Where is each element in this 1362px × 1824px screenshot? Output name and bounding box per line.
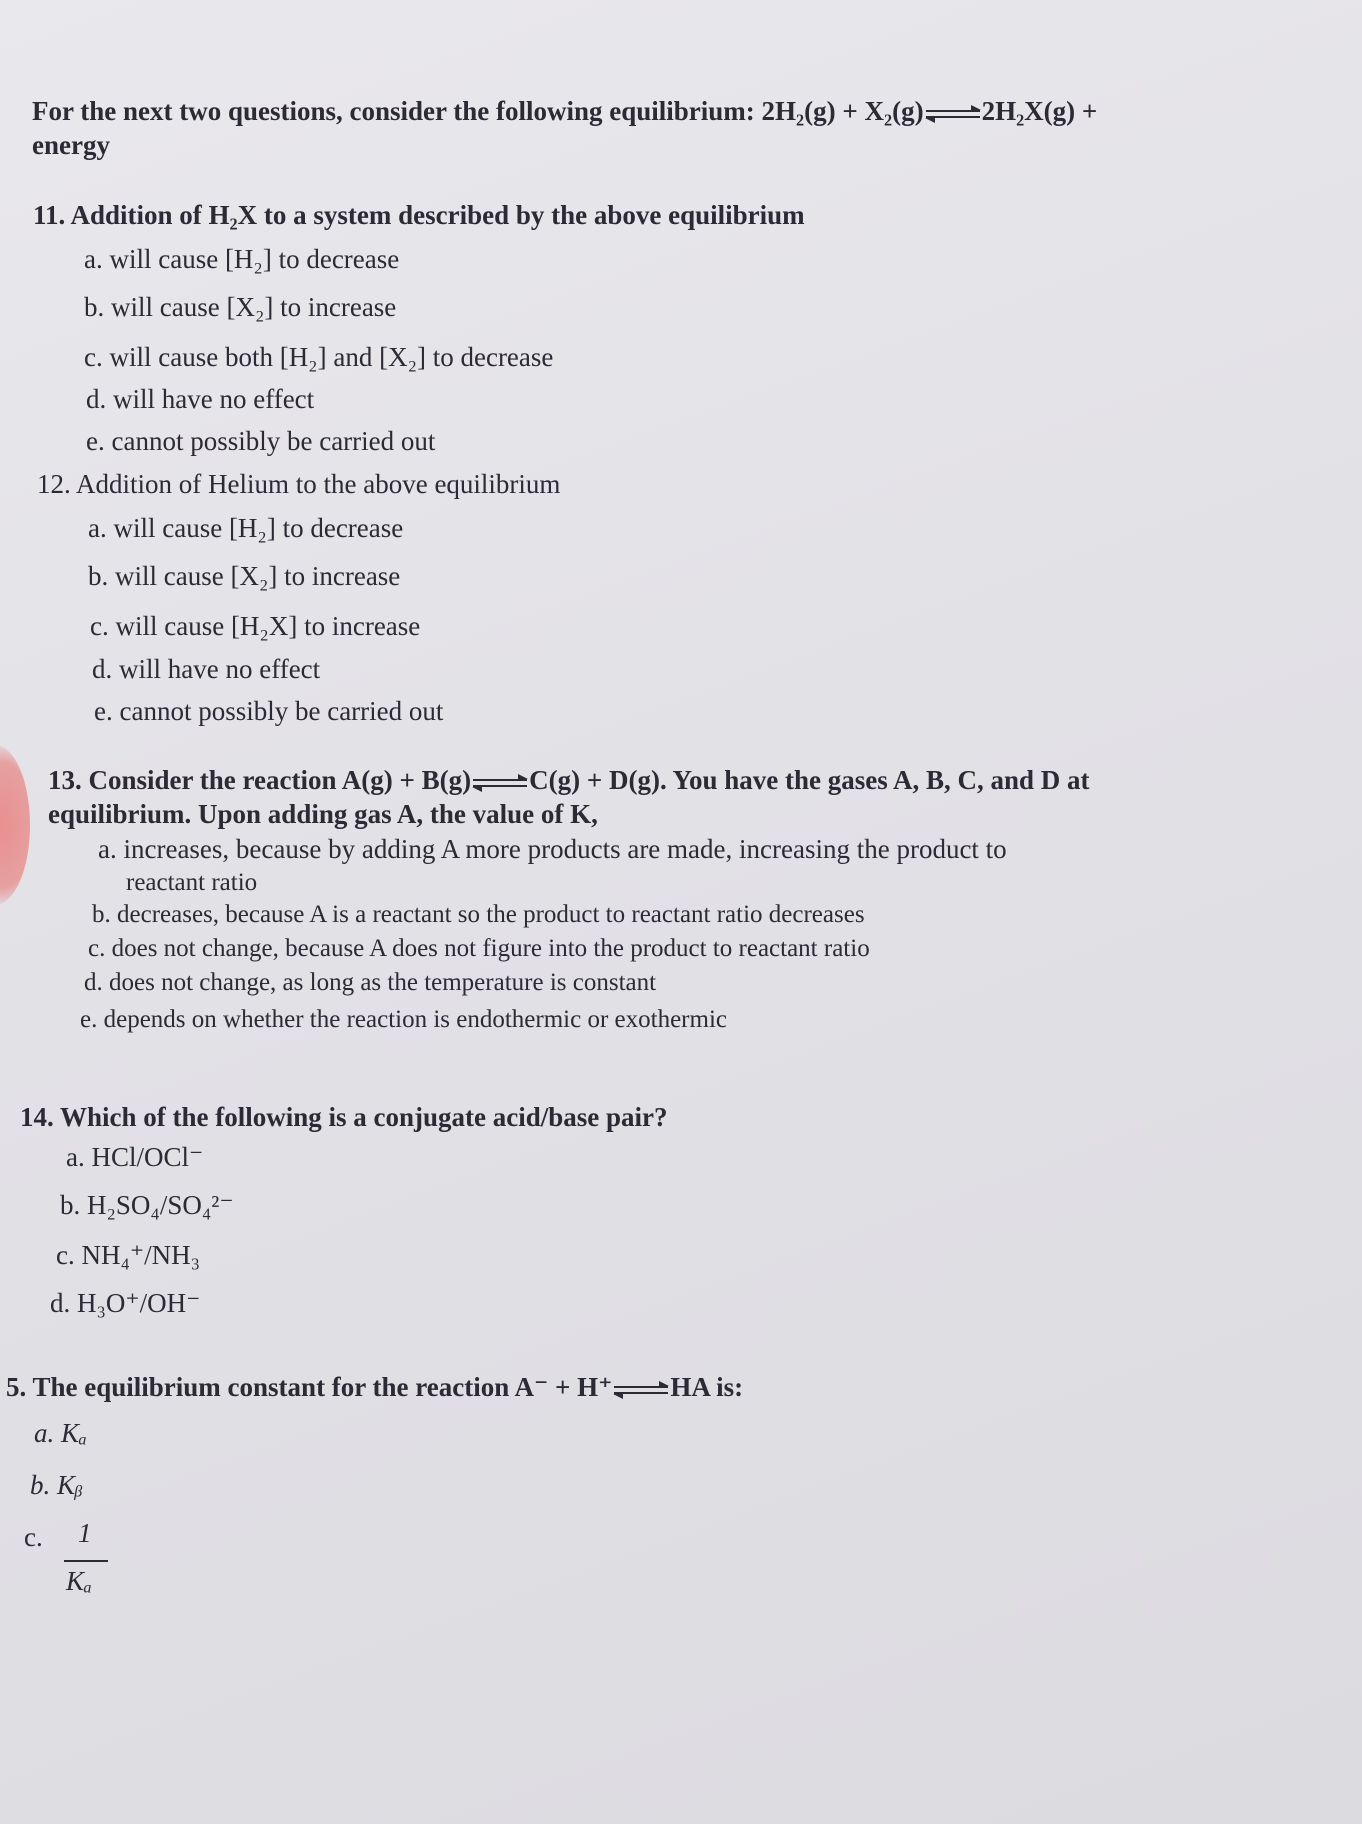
q14-option-b: b. H₂SO₄/SO₄²⁻ (60, 1190, 234, 1220)
q15-option-c-numerator: 1 (78, 1518, 92, 1548)
fraction-bar (64, 1560, 108, 1562)
q14-stem: 14. Which of the following is a conjugate acid/base pair? (20, 1102, 668, 1132)
q15-option-a: a. Kₐ (34, 1418, 87, 1448)
q13-option-b: b. decreases, because A is a reactant so the product to reactant ratio decreases (92, 901, 865, 928)
q13-option-e: e. depends on whether the reaction is endothermic or exothermic (80, 1006, 727, 1033)
q13-option-a-cont: reactant ratio (126, 869, 258, 896)
q12-option-c: c. will cause [H₂X] to increase (90, 611, 421, 641)
q13-option-c: c. does not change, because A does not figure into the product to reactant ratio (88, 935, 870, 962)
q11-option-a: a. will cause [H₂] to decrease (84, 244, 400, 274)
q15-option-c-denominator: Kₐ (66, 1566, 92, 1596)
q15-option-b: b. Kᵦ (30, 1470, 83, 1500)
q15-stem: 5. The equilibrium constant for the reaction A⁻ + H⁺ HA is: (6, 1372, 744, 1402)
q14-option-c: c. NH₄⁺/NH₃ (56, 1240, 201, 1270)
q15-option-c-label: c. (24, 1522, 43, 1552)
equilibrium-arrow-icon (614, 1380, 668, 1400)
q13-stem-line-1: 13. Consider the reaction A(g) + B(g) C(g) + D(g). You have the gases A, B, C, and D at (48, 765, 1090, 795)
intro-line-2: energy (32, 130, 110, 160)
q13-stem-line-2: equilibrium. Upon adding gas A, the value of K, (48, 799, 598, 829)
q11-stem: 11. Addition of H₂X to a system described by the above equilibrium (33, 200, 805, 230)
red-mark (0, 745, 30, 905)
q12-option-d: d. will have no effect (92, 654, 321, 684)
q14-option-d: d. H₃O⁺/OH⁻ (50, 1288, 201, 1318)
q12-option-e: e. cannot possibly be carried out (94, 696, 444, 726)
q12-option-b: b. will cause [X₂] to increase (88, 561, 401, 591)
intro-line-1: For the next two questions, consider the following equilibrium: 2H₂(g) + X₂(g) 2H₂X(g) + (32, 96, 1098, 126)
q14-option-a: a. HCl/OCl⁻ (66, 1142, 204, 1172)
equilibrium-arrow-icon (473, 773, 527, 793)
q13-option-a: a. increases, because by adding A more products are made, increasing the product to (98, 834, 1007, 864)
q13-option-d: d. does not change, as long as the temperature is constant (84, 969, 657, 996)
q11-option-c: c. will cause both [H₂] and [X₂] to decrease (84, 342, 554, 372)
q12-option-a: a. will cause [H₂] to decrease (88, 513, 404, 543)
q12-stem: 12. Addition of Helium to the above equilibrium (37, 469, 561, 499)
q11-option-e: e. cannot possibly be carried out (86, 426, 436, 456)
equilibrium-arrow-icon (926, 104, 980, 124)
q11-option-b: b. will cause [X₂] to increase (84, 292, 397, 322)
q11-option-d: d. will have no effect (86, 384, 315, 414)
